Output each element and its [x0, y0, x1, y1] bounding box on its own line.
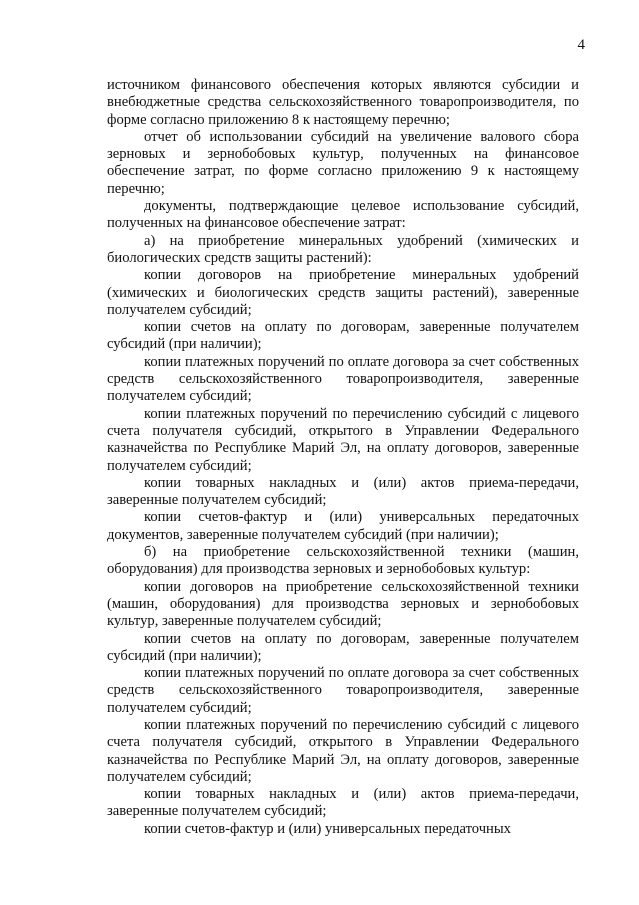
- paragraph-list-item: копии счетов на оплату по договорам, заверенные получателем субсидий (при наличии);: [107, 319, 579, 353]
- paragraph-list-item: копии товарных накладных и (или) актов приема-передачи, заверенные получателем субсидий;: [107, 786, 579, 820]
- paragraph-subitem-a: а) на приобретение минеральных удобрений (химических и биологических средств защиты растений):: [107, 232, 579, 266]
- paragraph-list-item: копии договоров на приобретение минеральных удобрений (химических и биологических средств защиты растений), заверенные получателем субсидий;: [107, 267, 579, 318]
- paragraph-list-item: копии счетов на оплату по договорам, заверенные получателем субсидий (при наличии);: [107, 630, 579, 664]
- paragraph-list-item: копии платежных поручений по оплате договора за счет собственных средств сельскохозяйственного товаропроизводителя, заверенные получателем субсидий;: [107, 353, 579, 405]
- document-body: [107, 77, 579, 838]
- paragraph-list-item: копии платежных поручений по перечислению субсидий с лицевого счета получателя субсидий, открытого в Управлении Федерального казначейства по Республике Марий Эл, на оплату договоров, заверенные получателем субсидий;: [107, 716, 579, 785]
- paragraph-continuation: источником финансового обеспечения которых являются субсидии и внебюджетные средства сельскохозяйственного товаропроизводителя, по форме согласно приложению 8 к настоящему перечню;: [107, 77, 579, 128]
- page-number: 4: [577, 37, 585, 53]
- paragraph-list-item-truncated: копии счетов-фактур и (или) универсальных передаточных: [144, 820, 511, 837]
- paragraph-list-item: копии товарных накладных и (или) актов приема-передачи, заверенные получателем субсидий;: [107, 474, 579, 509]
- paragraph-list-item: копии платежных поручений по перечислению субсидий с лицевого счета получателя субсидий, открытого в Управлении Федерального казначейства по Республике Марий Эл, на оплату договоров, заверенные получателем субсидий;: [107, 405, 579, 474]
- paragraph-subitem-b: б) на приобретение сельскохозяйственной техники (машин, оборудования) для производства зерновых и зернобобовых культур:: [107, 544, 579, 578]
- paragraph-list-item: копии счетов-фактур и (или) универсальных передаточных документов, заверенные получателем субсидий (при наличии);: [107, 509, 579, 543]
- paragraph-documents-intro: документы, подтверждающие целевое использование субсидий, полученных на финансовое обеспечение затрат:: [107, 198, 579, 232]
- paragraph-list-item: копии платежных поручений по оплате договора за счет собственных средств сельскохозяйственного товаропроизводителя, заверенные получателем субсидий;: [107, 665, 579, 716]
- paragraph-report-item: отчет об использовании субсидий на увеличение валового сбора зерновых и зернобобовых культур, полученных на финансовое обеспечение затрат, по форме согласно приложению 9 к настоящему перечню;: [107, 128, 579, 197]
- paragraph-list-item: копии договоров на приобретение сельскохозяйственной техники (машин, оборудования) для производства зерновых и зернобобовых культур, заверенные получателем субсидий;: [107, 578, 579, 630]
